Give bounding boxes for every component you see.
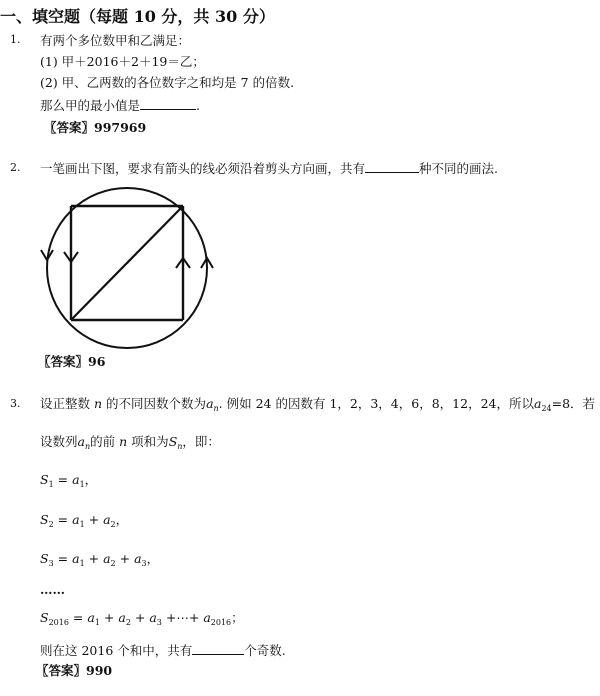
q3-seq-n: n <box>119 434 128 449</box>
s1-lhs: S <box>40 472 49 487</box>
q2-number: 2. <box>10 161 21 174</box>
q3-answer-label: 〖答案〗 <box>36 663 87 678</box>
s1-rhs: = a <box>57 472 80 487</box>
q2-text <box>40 159 498 177</box>
q3-last-text: 则在这 2016 个和中，共有 <box>40 643 193 658</box>
q2-answer-label: 〖答案〗 <box>38 354 89 369</box>
s2-rhs2-sub: 2 <box>110 520 116 529</box>
q3-ellipsis: …… <box>40 582 65 597</box>
q3-var-a24-sub: 24 <box>541 404 552 413</box>
q3-eq-s2016 <box>40 608 244 627</box>
q3-line1 <box>40 394 595 413</box>
q3-var-a24: a <box>533 396 542 411</box>
q3-line2-text-d: ，即： <box>182 434 220 449</box>
s2016-lhs: S <box>40 610 49 625</box>
s1-end: ， <box>84 472 98 487</box>
q3-line2-text-b: 的前 <box>90 434 116 449</box>
s2-end: ， <box>115 512 129 527</box>
s2016-rhs4: a <box>203 610 211 625</box>
q3-line2 <box>40 432 220 451</box>
q2-text-end: 种不同的画法. <box>419 161 498 176</box>
q2-answer-blank <box>365 171 419 173</box>
s2016-rhs4-sub: 2016 <box>210 618 232 627</box>
s2-lhs-sub: 2 <box>48 520 54 529</box>
q3-answer-value: 990 <box>86 663 113 678</box>
q2-text-main: 一笔画出下图，要求有箭头的线必须沿着剪头方向画，共有 <box>40 161 366 176</box>
q3-eq-s2 <box>40 510 128 529</box>
q3-var-n: n <box>94 396 103 411</box>
q3-line2-text-c: 项和为 <box>131 434 169 449</box>
q3-eq-s1 <box>40 470 97 489</box>
left-arc-down-arrow-icon <box>41 250 53 260</box>
q3-var-a: a <box>206 396 214 411</box>
s2016-lhs-sub: 2016 <box>48 618 69 627</box>
q3-seq-a: a <box>77 434 85 449</box>
s2-rhs1: = a <box>57 512 80 527</box>
s3-rhs3-sub: 3 <box>141 559 147 568</box>
q1-line3: (2) 甲、乙两数的各位数字之和均是 7 的倍数. <box>40 75 295 90</box>
s3-lhs: S <box>40 551 49 566</box>
q3-line1-text-c: . 例如 24 的因数有 1，2，3，4，6，8，12，24，所以 <box>218 396 534 411</box>
s1-rhs-sub: 1 <box>79 480 85 489</box>
q1-answer <box>44 118 146 136</box>
s3-rhs1-sub: 1 <box>79 559 85 568</box>
s2016-mid: +⋯+ <box>165 610 200 625</box>
q3-line1-text-a: 设正整数 <box>40 396 91 411</box>
q3-var-a-sub: n <box>213 404 219 413</box>
q3-number: 3. <box>10 397 21 410</box>
q1-line1: 有两个多位数甲和乙满足： <box>40 33 191 48</box>
s2016-rhs3-sub: 3 <box>156 618 162 627</box>
s2-rhs2: + a <box>88 512 111 527</box>
q2-figure-diagram <box>38 182 218 352</box>
s2-rhs1-sub: 1 <box>79 520 85 529</box>
s3-rhs2: + a <box>88 551 111 566</box>
s2016-rhs1-sub: 1 <box>94 618 100 627</box>
s3-rhs2-sub: 2 <box>110 559 116 568</box>
s2016-end: ； <box>231 610 244 625</box>
s2016-rhs3: + a <box>134 610 157 625</box>
q3-answer-blank <box>192 653 244 655</box>
section-title: 一、填空题（每题 10 分，共 30 分） <box>0 7 275 26</box>
q1-answer-value: 997969 <box>94 120 147 135</box>
q3-line2-text-a: 设数列 <box>40 434 78 449</box>
q1-answer-label: 〖答案〗 <box>44 120 95 135</box>
q1-line2: (1) 甲＋2016＋2＋19＝乙； <box>40 54 205 69</box>
q3-var-S: S <box>168 434 178 449</box>
square-diagonal <box>71 206 183 320</box>
s3-end: ， <box>146 551 160 566</box>
q3-var-S-sub: n <box>177 442 183 451</box>
s2016-rhs2: + a <box>103 610 126 625</box>
q1-number: 1. <box>10 33 21 46</box>
q1-line4-text: 那么甲的最小值是 <box>40 98 141 113</box>
s3-rhs3: + a <box>119 551 142 566</box>
s2016-rhs2-sub: 2 <box>125 618 131 627</box>
q2-answer <box>38 352 105 370</box>
s1-lhs-sub: 1 <box>48 480 54 489</box>
q2-answer-value: 96 <box>88 354 106 369</box>
q3-eq-s3 <box>40 549 159 568</box>
q3-answer <box>36 661 112 679</box>
s2-lhs: S <box>40 512 49 527</box>
s2016-rhs1: = a <box>72 610 95 625</box>
q3-last-end: 个奇数. <box>244 643 286 658</box>
q3-seq-a-sub: n <box>84 442 91 451</box>
q3-line1-text-b: 的不同因数个数为 <box>106 396 207 411</box>
q1-answer-blank <box>140 108 196 110</box>
q1-line4 <box>40 96 200 114</box>
q3-last-line <box>40 641 286 659</box>
s3-rhs1: = a <box>57 551 80 566</box>
q1-line4-end: . <box>196 98 200 113</box>
q3-line1-text-d: =8．若 <box>551 396 596 411</box>
s3-lhs-sub: 3 <box>48 559 54 568</box>
